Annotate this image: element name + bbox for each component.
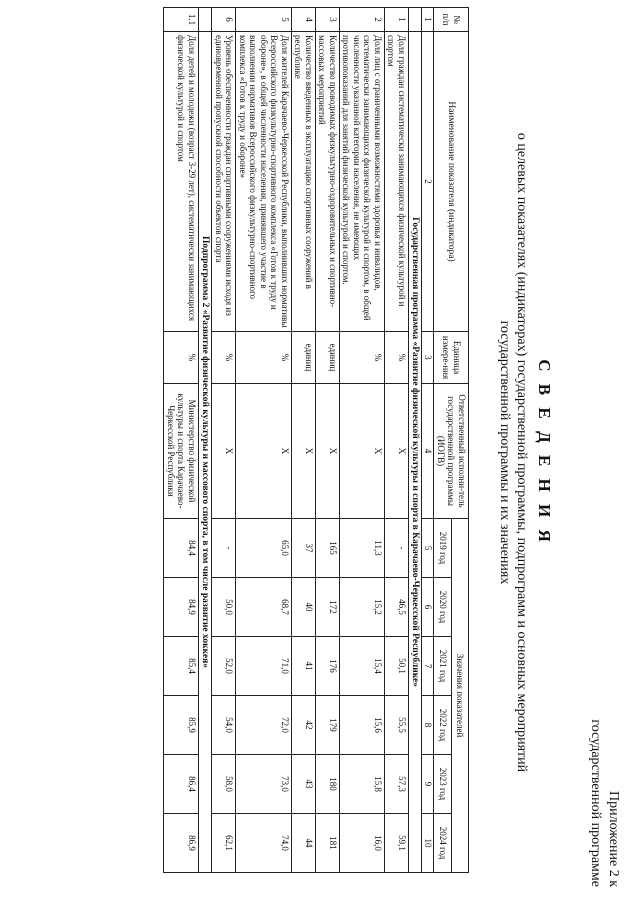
section-num-cell	[409, 8, 423, 32]
column-index: 6	[422, 578, 434, 637]
table-row	[316, 8, 340, 873]
indicator-name: Доля граждан систематически занимающихся физической культурой и спортом	[385, 32, 409, 332]
appendix-line-1: Приложение 2 к	[606, 791, 621, 887]
header-values-group: Значения показателей	[451, 519, 468, 873]
value-cell: 65,0	[236, 519, 292, 578]
value-cell: 57,3	[385, 755, 409, 814]
value-cell: 50,0	[212, 578, 236, 637]
header-year: 2023 год	[434, 755, 451, 814]
value-cell: 72,0	[236, 696, 292, 755]
header-name: Наименование показателя (индикатора)	[434, 32, 469, 332]
row-number: 5	[236, 8, 292, 32]
indicator-name: Доля жителей Карачаево-Черкесской Республики, выполнивших нормативы Всероссийского физкультурно-спортивного комплекса «Готов к труду и обороне», в общей численности населения, принявшего участие в выполнении нормативов Всероссийского физкультурно-спортивного комплекса «Готов к труду и обороне»	[236, 32, 292, 332]
value-cell: 85,9	[164, 696, 199, 755]
value-cell: 15,6	[340, 696, 385, 755]
indicator-name: Количество введенных в эксплуатацию спортивных сооружений в республике	[292, 32, 316, 332]
header-year: 2022 год	[434, 696, 451, 755]
value-cell: 15,2	[340, 578, 385, 637]
value-cell: 58,0	[212, 755, 236, 814]
column-index: 10	[422, 814, 434, 873]
responsible-cell: X	[340, 384, 385, 519]
table-row	[236, 8, 292, 873]
indicators-table-wrap	[164, 7, 470, 872]
column-index: 2	[422, 32, 434, 332]
value-cell: 43	[292, 755, 316, 814]
row-number: 3	[316, 8, 340, 32]
value-cell: 59,1	[385, 814, 409, 873]
value-cell: 86,9	[164, 814, 199, 873]
unit-cell: единиц	[292, 332, 316, 384]
value-cell: 16,0	[340, 814, 385, 873]
section-title: Государственная программа «Развитие физической культуры и спорта в Карачаево-Черкесской Республике»	[409, 32, 423, 873]
section-title: Подпрограмма 2 «Развитие физической культуры и массового спорта, в том числе развитие хоккея»	[199, 32, 213, 873]
table-row	[340, 8, 385, 873]
value-cell: 85,4	[164, 637, 199, 696]
value-cell: 11,3	[340, 519, 385, 578]
indicators-table	[164, 7, 470, 873]
value-cell: 40	[292, 578, 316, 637]
column-index: 9	[422, 755, 434, 814]
unit-cell: %	[385, 332, 409, 384]
unit-cell: единиц	[316, 332, 340, 384]
responsible-cell: X	[316, 384, 340, 519]
column-index: 8	[422, 696, 434, 755]
unit-cell: %	[164, 332, 199, 384]
row-number: 4	[292, 8, 316, 32]
value-cell: 54,0	[212, 696, 236, 755]
section-row	[409, 8, 423, 873]
header-year: 2021 год	[434, 637, 451, 696]
appendix-note	[586, 719, 622, 887]
value-cell: 37	[292, 519, 316, 578]
indicator-name: Доля детей и молодежи (возраст 3-29 лет), систематически занимающихся физической культурой и спортом	[164, 32, 199, 332]
value-cell: -	[385, 519, 409, 578]
header-year: 2020 год	[434, 578, 451, 637]
value-cell: 176	[316, 637, 340, 696]
value-cell: 73,0	[236, 755, 292, 814]
column-index: 5	[422, 519, 434, 578]
value-cell: 179	[316, 696, 340, 755]
value-cell: 86,4	[164, 755, 199, 814]
value-cell: 71,0	[236, 637, 292, 696]
value-cell: 84,9	[164, 578, 199, 637]
section-row	[199, 8, 213, 873]
section2-rows	[164, 8, 199, 873]
unit-cell: %	[212, 332, 236, 384]
unit-cell: %	[340, 332, 385, 384]
appendix-line-2: государственной программе	[588, 719, 603, 887]
indicator-name: Уровень обеспеченности граждан спортивными сооружениями исходя из единовременной пропускной способности объектов спорта	[212, 32, 236, 332]
responsible-cell: X	[212, 384, 236, 519]
value-cell: 15,4	[340, 637, 385, 696]
column-index-row	[422, 8, 434, 873]
value-cell: 52,0	[212, 637, 236, 696]
value-cell: 44	[292, 814, 316, 873]
column-index: 7	[422, 637, 434, 696]
unit-cell: %	[236, 332, 292, 384]
header-unit: Единица измере-ния	[434, 332, 469, 384]
value-cell: 172	[316, 578, 340, 637]
table-row	[385, 8, 409, 873]
row-number: 1.1	[164, 8, 199, 32]
table-row	[212, 8, 236, 873]
row-number: 1	[385, 8, 409, 32]
value-cell: 50,1	[385, 637, 409, 696]
value-cell: 41	[292, 637, 316, 696]
indicator-name: Количество проводимых физкультурно-оздоровительных и спортивно-массовых мероприятий	[316, 32, 340, 332]
value-cell: 62,1	[212, 814, 236, 873]
responsible-cell: Министерство физической культуры и спорта Карачаево-Черкесской Республики	[164, 384, 199, 519]
value-cell: 181	[316, 814, 340, 873]
value-cell: 74,0	[236, 814, 292, 873]
section-num-cell	[199, 8, 213, 32]
column-index: 1	[422, 8, 434, 32]
document-title: С В Е Д Е Н И Я	[535, 359, 554, 546]
responsible-cell: X	[236, 384, 292, 519]
value-cell: 42	[292, 696, 316, 755]
value-cell: 180	[316, 755, 340, 814]
value-cell: 15,8	[340, 755, 385, 814]
value-cell: 46,5	[385, 578, 409, 637]
indicator-name: Доля лиц с ограниченными возможностями здоровья и инвалидов, систематически занимающихся физической культурой и спортом, в общей численности указанной категории населения, не имеющих противопоказаний для занятий физической культурой и спортом.	[340, 32, 385, 332]
table-row	[164, 8, 199, 873]
row-number: 2	[340, 8, 385, 32]
header-year: 2019 год	[434, 519, 451, 578]
value-cell: 68,7	[236, 578, 292, 637]
header-responsible: Ответственный исполни-тель государственной программы (ИОГВ)	[434, 384, 469, 519]
section1-rows	[212, 8, 409, 873]
header-year: 2024 год	[434, 814, 451, 873]
responsible-cell: X	[385, 384, 409, 519]
header-num: № п/п	[434, 8, 469, 32]
value-cell: 84,4	[164, 519, 199, 578]
responsible-cell: X	[292, 384, 316, 519]
value-cell: -	[212, 519, 236, 578]
row-number: 6	[212, 8, 236, 32]
value-cell: 165	[316, 519, 340, 578]
value-cell: 55,5	[385, 696, 409, 755]
document-subtitle: о целевых показателях (индикаторах) государственной программы, подпрограмм и основных мероприятий государственной программы и их значениях	[497, 132, 529, 773]
header-row-1	[451, 8, 468, 873]
column-index: 4	[422, 384, 434, 519]
column-index: 3	[422, 332, 434, 384]
table-row	[292, 8, 316, 873]
